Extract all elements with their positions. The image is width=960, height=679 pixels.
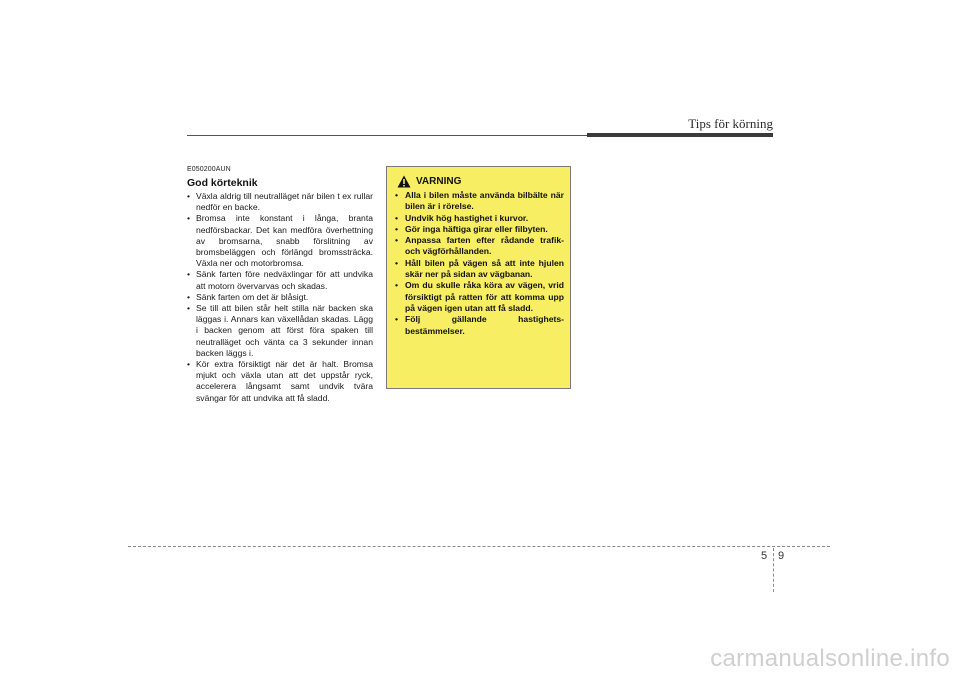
- list-item: • Om du skulle råka köra av vägen, vrid försiktigt på ratten för att komma upp på vägen igen utan att få sladd.: [395, 280, 564, 313]
- warning-list: [395, 190, 564, 337]
- warning-title: VARNING: [416, 176, 462, 187]
- warning-box: [386, 166, 571, 389]
- list-item: • Följ gällande hastighets-bestämmelser.: [395, 314, 564, 336]
- list-item: • Håll bilen på vägen så att inte hjulen skär ner på sidan av vägbanan.: [395, 257, 564, 280]
- chapter-number: 5: [761, 550, 768, 562]
- list-item: • Anpassa farten efter rådande trafik- och vägförhållanden.: [395, 235, 564, 257]
- tips-list: [187, 191, 373, 404]
- list-item: • Växla aldrig till neutralläget när bilen t ex rullar nedför en backe.: [187, 191, 373, 213]
- list-item: • Sänk farten om det är blåsigt.: [187, 291, 309, 302]
- warning-header: [397, 175, 564, 188]
- list-item: • Alla i bilen måste använda bilbälte när bilen är i rörelse.: [395, 190, 564, 212]
- list-item: • Sänk farten före nedväxlingar för att undvika att motorn övervarvas och skadas.: [187, 269, 373, 291]
- section-title: Tips för körning: [688, 116, 773, 131]
- warning-triangle-icon: [397, 175, 411, 188]
- left-column: [187, 166, 373, 404]
- header-rule-thin: [187, 135, 587, 136]
- list-item: • Se till att bilen står helt stilla när backen ska läggas i. Annars kan växellådan skadas. Lägg i backen genom att först föra spaken till neutralläget och vänta ca 3 sekunder innan backen läggs i.: [187, 303, 373, 358]
- list-item: • Gör inga häftiga girar eller filbyten.: [395, 223, 548, 234]
- page-number: 9: [778, 550, 785, 562]
- section-code: E050200AUN: [187, 166, 231, 173]
- watermark: carmanualsonline.info: [710, 645, 950, 672]
- section-heading: God körteknik: [187, 177, 258, 189]
- footer-rule: [128, 546, 830, 547]
- list-item: • Kör extra försiktigt när det är halt. Bromsa mjukt och växla utan att det uppstår ryck, accelerera långsamt samt undvik tvära svängar för att undvika att få sladd.: [187, 359, 373, 403]
- footer-divider: [773, 548, 774, 592]
- list-item: • Bromsa inte konstant i långa, branta nedförsbackar. Det kan medföra överhettning av bromsarna, snabb förslitning av bromsbeläggen och förlängd bromssträcka. Växla ner och motorbromsa.: [187, 213, 373, 269]
- list-item: • Undvik hög hastighet i kurvor.: [395, 212, 529, 223]
- header-rule-thick: [587, 133, 773, 137]
